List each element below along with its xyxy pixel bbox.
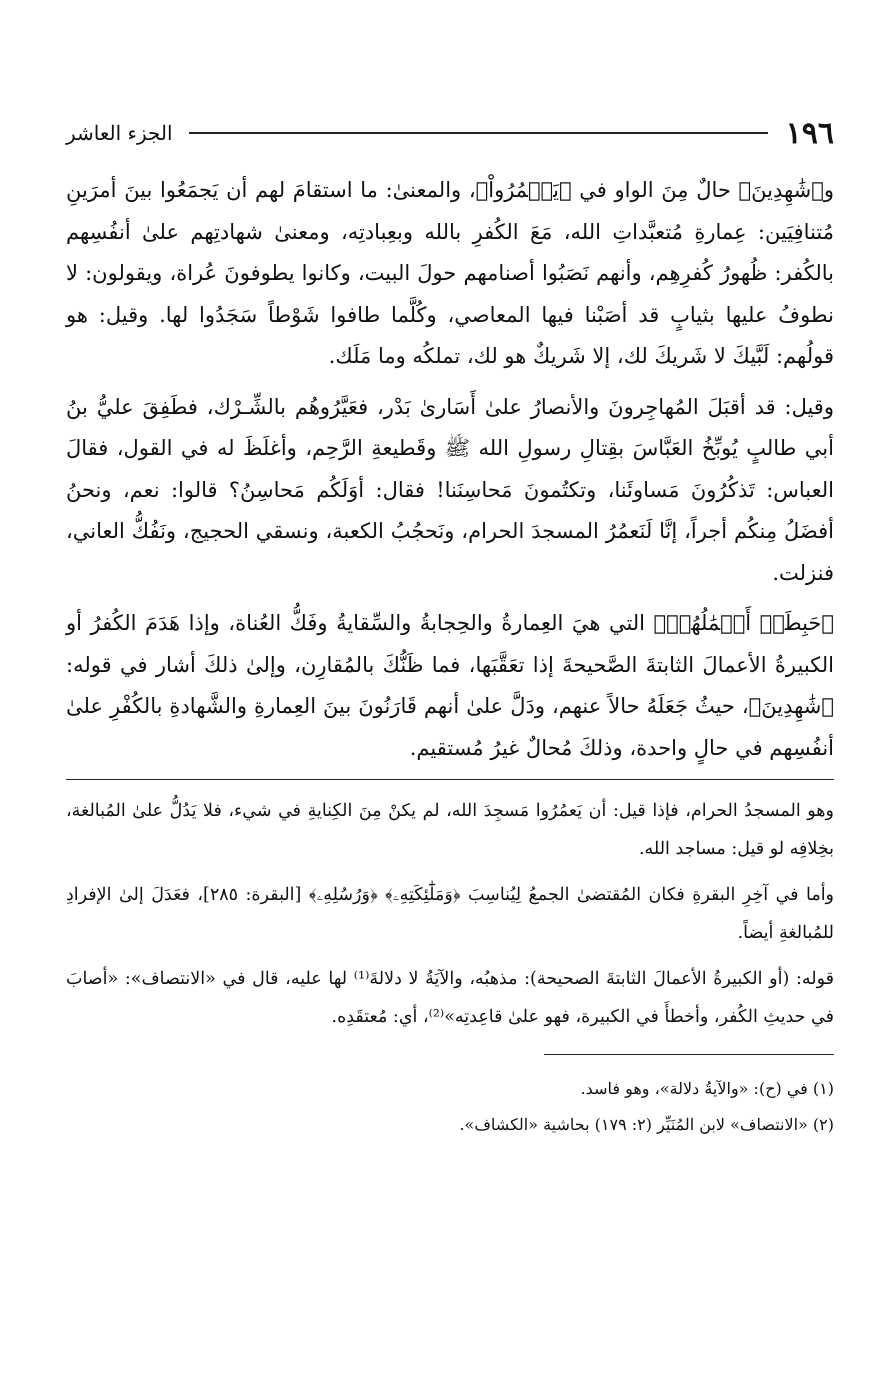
commentary-paragraph: وأما في آخِرِ البقرةِ فكان المُقتضىٰ الجمعُ لِيُناسِبَ ﴿وَمَلَٰٓئِكَتِهِۦ﴾ ﴿وَرُسُلِهِۦ﴾ [البقرة: ٢٨٥]، فعَدَلَ إلىٰ الإفرادِ للمُبالغةِ أيضاً.	[66, 885, 835, 943]
header-rule	[189, 132, 768, 134]
main-paragraph: ﴿حَبِطَتۡ أَعۡمَٰلُهُمۡ﴾ التي هيَ العِمارةُ والحِجابةُ والسِّقايةُ وفَكُّ العُناة، وإذا هَدَمَ الكُفرُ أو الكبيرةُ الأعمالَ الثابتةَ الصَّحيحةَ إذا تعَقَّبَها، فما ظَنُّكَ بالمُقارِن، وإلىٰ ذلكَ أشار في قوله: ﴿شَٰهِدِينَ﴾، حيثُ جَعَلَهُ حالاً عنهم، ودَلَّ علىٰ أنهم قَارَنُونَ بينَ العِمارةِ والشَّهادةِ بالكُفْرِ علىٰ أنفُسِهم في حالٍ واحدة، وذلكَ مُحالٌ غيرُ مُستقيم.	[66, 611, 834, 760]
book-page	[66, 108, 834, 1143]
commentary-paragraph: وهو المسجدُ الحرام، فإذا قيل: أن يَعمُرُوا مَسجِدَ الله، لم يكنْ مِنَ الكِنايةِ في شيء، فلا يَدُلُّ علىٰ المُبالغة، بخِلافِه لو قيل: مساجد الله.	[66, 801, 834, 859]
main-paragraph: و﴿شَٰهِدِينَ﴾ حالٌ مِنَ الواو في ﴿يَعۡمُرُواْ﴾، والمعنىٰ: ما استقامَ لهم أن يَجمَعُوا بينَ أمرَينِ مُتنافِيَين: عِمارةِ مُتعبَّداتِ الله، مَعَ الكُفرِ بالله وبعِبادتِه، ومعنىٰ شهادتِهم علىٰ أنفُسِهم بالكُفر: ظُهورُ كُفرِهِم، وأنهم نَصَبُوا أصنامهم حولَ البيت، وكانوا يطوفونَ عُراة، ويقولون: لا نطوفُ عليها بثيابٍ قد أصَبْنا فيها المعاصي، وكُلَّما طافوا شَوْطاً سَجَدُوا لها. وقيل: هو قولُهم: لَبَّيكَ لا شَريكَ لك، إلا شَريكٌ هو لك، تملكُه وما مَلَك.	[66, 178, 834, 368]
part-title: الجزء العاشر	[66, 121, 173, 145]
main-paragraph: وقيل: قد أقبَلَ المُهاجِرونَ والأنصارُ علىٰ أَسَارىٰ بَدْر، فعَيَّرُوهُم بالشِّـرْك، فطَفِقَ عليُّ بنُ أبي طالبٍ يُوبِّخُ العَبَّاسَ بقِتالِ رسولِ الله ﷺ وقَطيعةِ الرَّحِم، وأغلَظَ له في القول، فقالَ العباس: تَذكُرُونَ مَساوئَنا، وتكتُمونَ مَحاسِنَنا! فقال: أوَلَكُم مَحاسِنُ؟ قالوا: نعم، ونحنُ أفضَلُ مِنكُم أجراً، إنَّا لَنَعمُرُ المسجدَ الحرام، ونَحجُبُ الكعبة، ونسقي الحجيج، ونَفُكُّ العاني، فنزلت.	[66, 394, 834, 585]
page-number: ١٩٦	[785, 115, 834, 151]
footnote-divider	[544, 1054, 834, 1055]
commentary-text	[66, 792, 834, 1036]
main-text	[66, 170, 834, 769]
commentary-divider	[66, 779, 834, 780]
page-header	[66, 108, 834, 158]
footnote: (٢) «الانتصاف» لابن المُنَيِّر (٢: ١٧٩) بحاشية «الكشاف».	[459, 1115, 834, 1134]
footnotes	[66, 1071, 834, 1143]
commentary-paragraph: قوله: (أو الكبيرةُ الأعمالَ الثابتةَ الصحيحة): مذهبُه، والآيَةُ لا دلالةَ⁽¹⁾ لها عليه، قال في «الانتصاف»: «أصابَ في حديثِ الكُفر، وأخطأَ في الكبيرة، فهو علىٰ قاعِدتِه»⁽²⁾، أي: مُعتقَدِه.	[66, 969, 834, 1027]
footnote: (١) في (ح): «والآيةُ دلالة»، وهو فاسد.	[580, 1079, 834, 1098]
